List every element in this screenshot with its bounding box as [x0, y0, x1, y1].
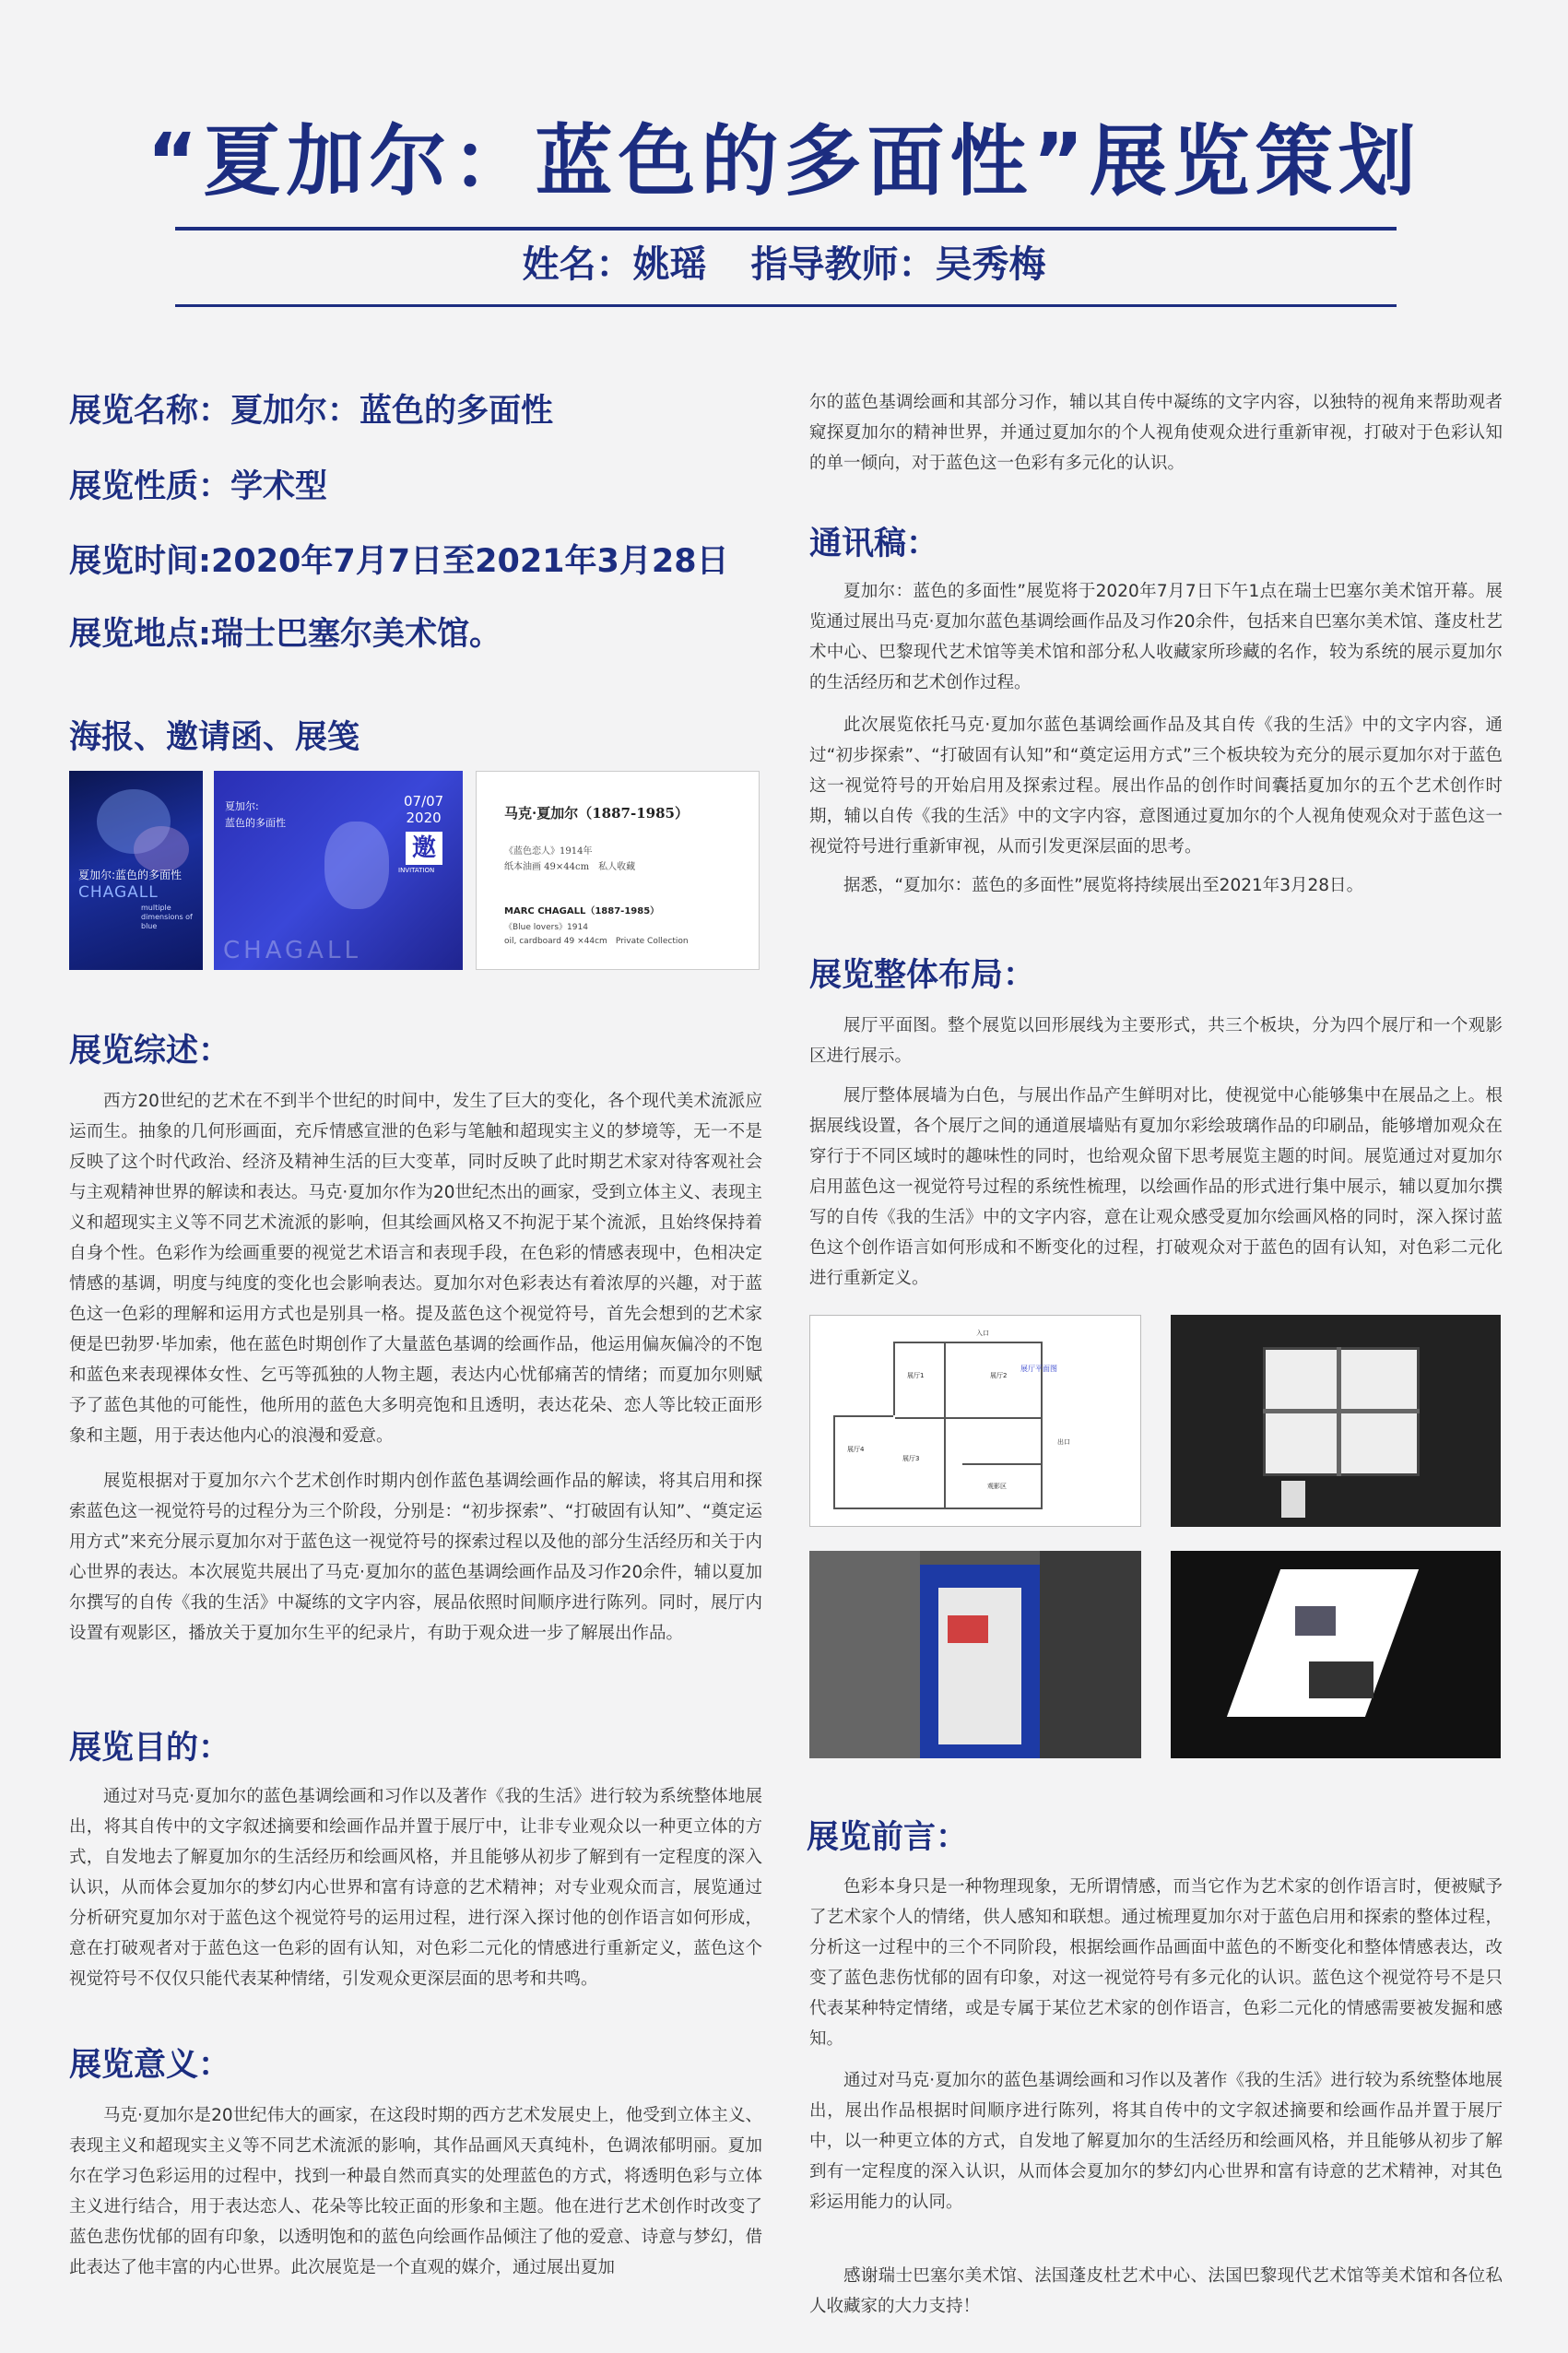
purpose-paragraph: 通过对马克·夏加尔的蓝色基调绘画和习作以及著作《我的生活》进行较为系统整体地展出，将其自传中的文字叙述摘要和绘画作品并置于展厅中，让非专业观众以一种更立体的方式，自发地去了解夏加尔的生活经历和绘画风格，并且能够从初步了解到有一定程度的深入认识，从而体会夏加尔的梦幻内心世界和富有诗意的艺术精神；对专业观众而言，展览通过分析研究夏加尔对于蓝色这个视觉符号的运用过程，进行深入探讨他的创作语言如何形成，意在打破观者对于蓝色这一色彩的固有认知，对色彩二元化的情感进行重新定义，蓝色这个视觉符号不仅仅只能代表某种情绪，引发观众更深层面的思考和共鸣。	[69, 1787, 762, 1989]
poster-title-text: 夏加尔:蓝色的多面性	[78, 869, 183, 881]
plan-wall	[893, 1342, 1041, 1343]
invitation-figure	[324, 822, 389, 909]
materials-heading: 海报、邀请函、展笺	[69, 719, 360, 756]
purpose-heading: 展览目的：	[69, 1730, 231, 1767]
invitation-badge: 邀	[406, 832, 442, 865]
poster-figure-2	[134, 826, 189, 872]
card-media-cn: 纸本油画 49×44cm 私人收藏	[504, 862, 636, 872]
plan-hall1-label: 展厅1	[907, 1372, 925, 1379]
label-card-thumbnail	[476, 771, 760, 970]
author-divider	[175, 304, 1397, 307]
model-wall	[1263, 1409, 1420, 1413]
plan-hall4-label: 展厅4	[847, 1446, 865, 1453]
card-work-en: 《Blue lovers》1914	[504, 923, 588, 932]
overview-heading: 展览综述：	[69, 1033, 231, 1070]
invitation-title	[225, 798, 286, 832]
plan-hall3-label: 展厅3	[902, 1455, 920, 1462]
invitation-badge-en: INVITATION	[398, 867, 435, 874]
plan-wall	[962, 1463, 1041, 1465]
poster-brand: CHAGALL	[78, 883, 159, 902]
press-paragraph-1: 夏加尔：蓝色的多面性”展览将于2020年7月7日下午1点在瑞士巴塞尔美术馆开幕。展览通过展出马克·夏加尔蓝色基调绘画作品及习作20余件，包括来自巴塞尔美术馆、蓬皮杜艺术中心、巴黎现代艺术馆等美术馆和部分私人收藏家所珍藏的名作，较为系统的展示夏加尔的生活经历和艺术创作过程。	[809, 582, 1503, 692]
press-paragraph-2: 此次展览依托马克·夏加尔蓝色基调绘画作品及其自传《我的生活》中的文字内容，通过“初步探索”、“打破固有认知”和“奠定运用方式”三个板块较为充分的展示夏加尔对于蓝色这一视觉符号的开始启用及探索过程。展出作品的创作时间囊括夏加尔的五个艺术创作时期，辅以自传《我的生活》中的文字内容，意图通过夏加尔的个人视角使观众对于蓝色这一视觉符号进行重新审视，从而引发更深层面的思考。	[809, 715, 1503, 857]
author-line	[0, 235, 1568, 288]
poster-thumbnail	[69, 771, 203, 970]
plan-wall	[944, 1342, 946, 1508]
card-work-cn: 《蓝色恋人》1914年	[504, 846, 593, 857]
significance-paragraph: 马克·夏加尔是20世纪伟大的画家，在这段时期的西方艺术发展史上，他受到立体主义、表现主义和超现实主义等不同艺术流派的影响，其作品画风天真纯朴，色调浓郁明丽。夏加尔在学习色彩运用的过程中，找到一种最自然而真实的处理蓝色的方式，将透明色彩与立体主义进行结合，用于表达恋人、花朵等比较正面的形象和主题。他在进行艺术创作时改变了蓝色悲伤忧郁的固有印象，以透明饱和的蓝色向绘画作品倾注了他的爱意、诗意与梦幻，借此表达了他丰富的内心世界。此次展览是一个直观的媒介，通过展出夏加	[69, 2106, 762, 2277]
preface-heading: 展览前言：	[807, 1819, 969, 1856]
card-media-en: oil, cardboard 49 ×44cm Private Collection	[504, 937, 689, 946]
exhibition-venue: 展览地点:瑞士巴塞尔美术馆。	[69, 616, 501, 653]
exhibition-name: 展览名称：夏加尔：蓝色的多面性	[69, 393, 554, 430]
invitation-title-line1: 夏加尔:	[225, 800, 259, 812]
render-doorway	[938, 1588, 1021, 1744]
render-seats	[1309, 1661, 1373, 1698]
card-artist-en: MARC CHAGALL（1887-1985）	[504, 906, 660, 916]
title-divider	[175, 227, 1397, 231]
layout-paragraph-1: 展厅平面图。整个展览以回形展线为主要形式，共三个板块，分为四个展厅和一个观影区进行展示。	[809, 1016, 1503, 1066]
invitation-date-year: 2020	[406, 810, 442, 826]
plan-wall	[895, 1417, 1041, 1419]
press-heading: 通讯稿：	[809, 526, 939, 562]
invitation-date	[404, 793, 443, 826]
plan-wall	[893, 1342, 895, 1415]
poster-subtitle: multiple dimensions of blue	[141, 904, 193, 930]
exhibition-nature: 展览性质：学术型	[69, 468, 328, 505]
exhibition-time: 展览时间:2020年7月7日至2021年3月28日	[69, 543, 729, 580]
significance-paragraph-continued: 尔的蓝色基调绘画和其部分习作，辅以其自传中凝练的文字内容，以独特的视角来帮助观者窥探夏加尔的精神世界，并通过夏加尔的个人视角使观众进行重新审视，打破对于色彩认知的单一倾向，对于蓝色这一色彩有多元化的认识。	[809, 393, 1503, 473]
preface-paragraph-2: 通过对马克·夏加尔的蓝色基调绘画和习作以及著作《我的生活》进行较为系统整体地展出，展出作品根据时间顺序进行陈列，将其自传中的文字叙述摘要和绘画作品并置于展厅中，以一种更立体的方式，自发地了解夏加尔的生活经历和绘画风格，并且能够从初步了解到有一定程度的深入认识，从而体会夏加尔的梦幻内心世界和富有诗意的艺术精神，对其色彩运用能力的认同。	[809, 2071, 1503, 2212]
layout-paragraph-2: 展厅整体展墙为白色，与展出作品产生鲜明对比，使视觉中心能够集中在展品之上。根据展线设置，各个展厅之间的通道展墙贴有夏加尔彩绘玻璃作品的印刷品，能够增加观众在穿行于不同区域时的趣味性的同时，也给观众留下思考展览主题的时间。展览通过对夏加尔启用蓝色这一视觉符号过程的系统性梳理，以绘画作品的形式进行集中展示，辅以夏加尔撰写的自传《我的生活》中的文字内容，意在让观众感受夏加尔绘画风格的同时，深入探讨蓝色这个创作语言如何形成和不断变化的过程，打破观众对于蓝色的固有认知，对色彩二元化进行重新定义。	[809, 1086, 1503, 1288]
invitation-date-day: 07/07	[404, 793, 444, 810]
plan-viewing-label: 观影区	[987, 1483, 1007, 1490]
floor-plan-image	[809, 1315, 1141, 1527]
viewing-room-render	[1171, 1551, 1501, 1758]
plan-wall	[833, 1415, 835, 1508]
layout-heading: 展览整体布局：	[809, 957, 1036, 994]
press-paragraph-3: 据悉，“夏加尔：蓝色的多面性”展览将持续展出至2021年3月28日。	[843, 876, 1364, 895]
invitation-brand: CHAGALL	[223, 937, 361, 964]
plan-entrance-label: 入口	[976, 1330, 989, 1337]
overview-paragraph-2: 展览根据对于夏加尔六个艺术创作时期内创作蓝色基调绘画作品的解读，将其启用和探索蓝色这一视觉符号的过程分为三个阶段，分别是：“初步探索”、“打破固有认知”、“奠定运用方式”来充分展示夏加尔对于蓝色这一视觉符号的探索过程以及他的部分生活经历和关于内心世界的表达。本次展览共展出了马克·夏加尔的蓝色基调绘画作品及习作20余件，辅以夏加尔撰写的自传《我的生活》中凝练的文字内容，展品依照时间顺序进行陈列。同时，展厅内设置有观影区，播放关于夏加尔生平的纪录片，有助于观众进一步了解展出作品。	[69, 1472, 762, 1643]
card-artist-cn: 马克·夏加尔（1887-1985）	[504, 805, 689, 822]
render-wall	[1040, 1551, 1141, 1758]
advisor-name: 指导教师：吴秀梅	[750, 243, 1046, 286]
plan-exit-label: 出口	[1057, 1438, 1070, 1446]
significance-heading: 展览意义：	[69, 2047, 231, 2084]
corridor-render	[809, 1551, 1141, 1758]
poster-title: “夏加尔：蓝色的多面性”展览策划	[147, 116, 1421, 207]
plan-title: 展厅平面图	[1020, 1365, 1057, 1373]
render-screen	[1295, 1606, 1336, 1636]
plan-wall	[833, 1508, 1041, 1509]
preface-paragraph-1: 色彩本身只是一种物理现象，无所谓情感，而当它作为艺术家的创作语言时，便被赋予了艺术家个人的情绪，供人感知和联想。通过梳理夏加尔对于蓝色启用和探索的整体过程，分析这一过程中的三个不同阶段，根据绘画作品画面中蓝色的不断变化和整体情感表达，改变了蓝色悲伤忧郁的固有印象，对这一视觉符号有多元化的认识。蓝色这个视觉符号不是只代表某种特定情绪，或是专属于某位艺术家的创作语言，色彩二元化的情感需要被发掘和感知。	[809, 1877, 1503, 2049]
render-wall	[809, 1551, 920, 1758]
floor-model-render	[1171, 1315, 1501, 1527]
author-name: 姓名：姚瑶	[522, 243, 707, 286]
render-painting	[948, 1615, 988, 1643]
card-details-en	[504, 921, 689, 949]
plan-wall	[833, 1415, 893, 1417]
model-viewing-area	[1281, 1481, 1305, 1518]
overview-paragraph-1: 西方20世纪的艺术在不到半个世纪的时间中，发生了巨大的变化，各个现代美术流派应运而生。抽象的几何形画面，充斥情感宣泄的色彩与笔触和超现实主义的梦境等，无一不是反映了这个时代政治、经济及精神生活的巨大变革，同时反映了此时期艺术家对待客观社会与主观精神世界的解读和表达。马克·夏加尔作为20世纪杰出的画家，受到立体主义、表现主义和超现实主义等不同艺术流派的影响，但其绘画风格又不拘泥于某个流派，且始终保持着自身个性。色彩作为绘画重要的视觉艺术语言和表现手段，在色彩的情感表现中，色相决定情感的基调，明度与纯度的变化也会影响表达。夏加尔对色彩表达有着浓厚的兴趣，对于蓝色这一色彩的理解和运用方式也是别具一格。提及蓝色这个视觉符号，首先会想到的艺术家便是巴勃罗·毕加索，他在蓝色时期创作了大量蓝色基调的绘画作品，他运用偏灰偏冷的不饱和蓝色来表现裸体女性、乞丐等孤独的人物主题，表达内心忧郁痛苦的情绪；而夏加尔则赋予了蓝色其他的可能性，他所用的蓝色大多明亮饱和且透明，表达花朵、恋人等比较正面形象和主题，用于表达他内心的浪漫和爱意。	[69, 1092, 762, 1446]
card-details-cn	[504, 844, 635, 875]
invitation-title-line2: 蓝色的多面性	[225, 817, 286, 829]
preface-paragraph-3: 感谢瑞士巴塞尔美术馆、法国蓬皮杜艺术中心、法国巴黎现代艺术馆等美术馆和各位私人收藏家的大力支持！	[809, 2266, 1503, 2316]
invitation-thumbnail	[214, 771, 463, 970]
plan-hall2-label: 展厅2	[990, 1372, 1008, 1379]
